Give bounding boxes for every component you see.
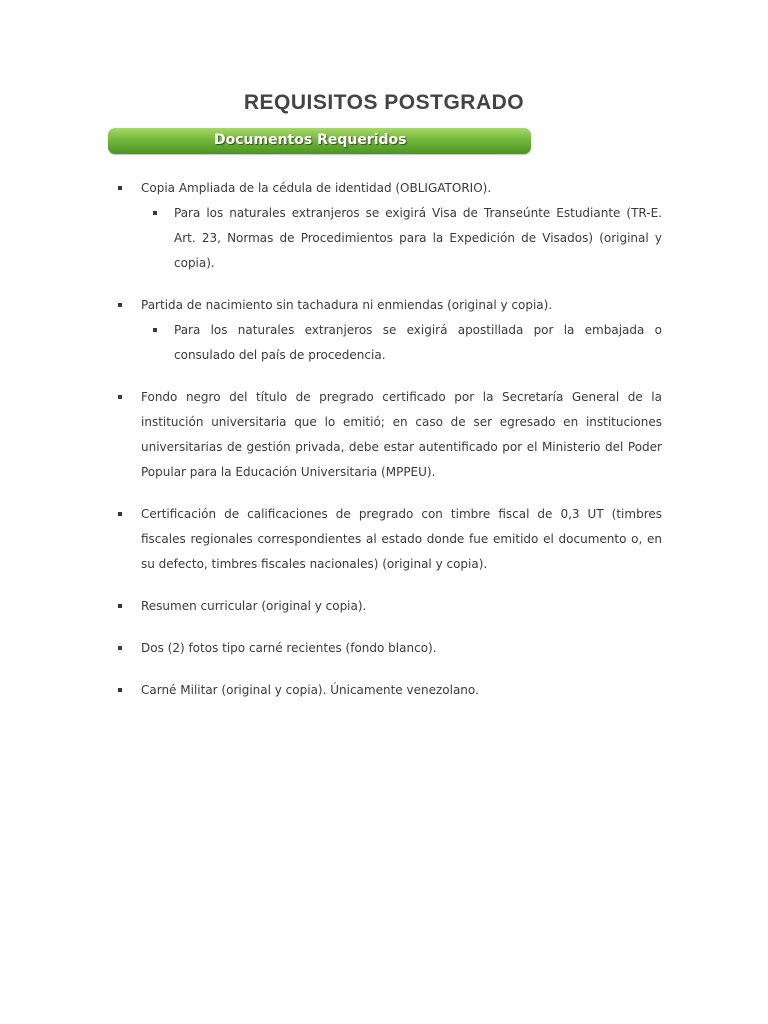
list-item-text: Copia Ampliada de la cédula de identidad (OBLIGATORIO).	[141, 181, 492, 195]
bullet-icon	[118, 395, 122, 399]
banner-label: Documentos Requeridos	[214, 132, 407, 148]
bullet-icon	[118, 303, 122, 307]
list-item-text: Carné Militar (original y copia). Únicamente venezolano.	[141, 683, 479, 697]
list-item	[118, 678, 662, 703]
sub-list-item-text: Para los naturales extranjeros se exigirá apostillada por la embajada o consulado del país de procedencia.	[174, 323, 662, 362]
list-item	[118, 293, 662, 318]
bullet-icon	[118, 604, 122, 608]
list-item-text: Fondo negro del título de pregrado certificado por la Secretaría General de la institución universitaria que lo emitió; en caso de ser egresado en instituciones universitarias de gestión privada, debe estar autentificado por el Ministerio del Poder Popular para la Educación Universitaria (MPPEU).	[141, 390, 662, 479]
list-item	[118, 636, 662, 661]
sub-list-item	[118, 318, 662, 368]
list-item	[118, 385, 662, 485]
list-item-text: Partida de nacimiento sin tachadura ni enmiendas (original y copia).	[141, 298, 553, 312]
sub-list-item	[118, 201, 662, 276]
bullet-icon	[118, 186, 122, 190]
list-item	[118, 502, 662, 577]
bullet-icon	[118, 512, 122, 516]
list-item-text: Resumen curricular (original y copia).	[141, 599, 367, 613]
section-banner	[108, 128, 531, 154]
list-item	[118, 176, 662, 201]
bullet-icon	[118, 688, 122, 692]
sub-list-item-text: Para los naturales extranjeros se exigirá Visa de Transeúnte Estudiante (TR-E. Art. 23, Normas de Procedimientos para la Expedición de Visados) (original y copia).	[174, 206, 662, 270]
bullet-icon	[118, 646, 122, 650]
list-item-text: Certificación de calificaciones de pregrado con timbre fiscal de 0,3 UT (timbres fiscales regionales correspondientes al estado donde fue emitido el documento o, en su defecto, timbres fiscales nacionales) (original y copia).	[141, 507, 662, 571]
bullet-icon	[153, 328, 157, 332]
bullet-icon	[153, 211, 157, 215]
list-item	[118, 594, 662, 619]
page-title: REQUISITOS POSTGRADO	[243, 91, 525, 114]
list-item-text: Dos (2) fotos tipo carné recientes (fondo blanco).	[141, 641, 437, 655]
requirements-list	[118, 176, 662, 703]
